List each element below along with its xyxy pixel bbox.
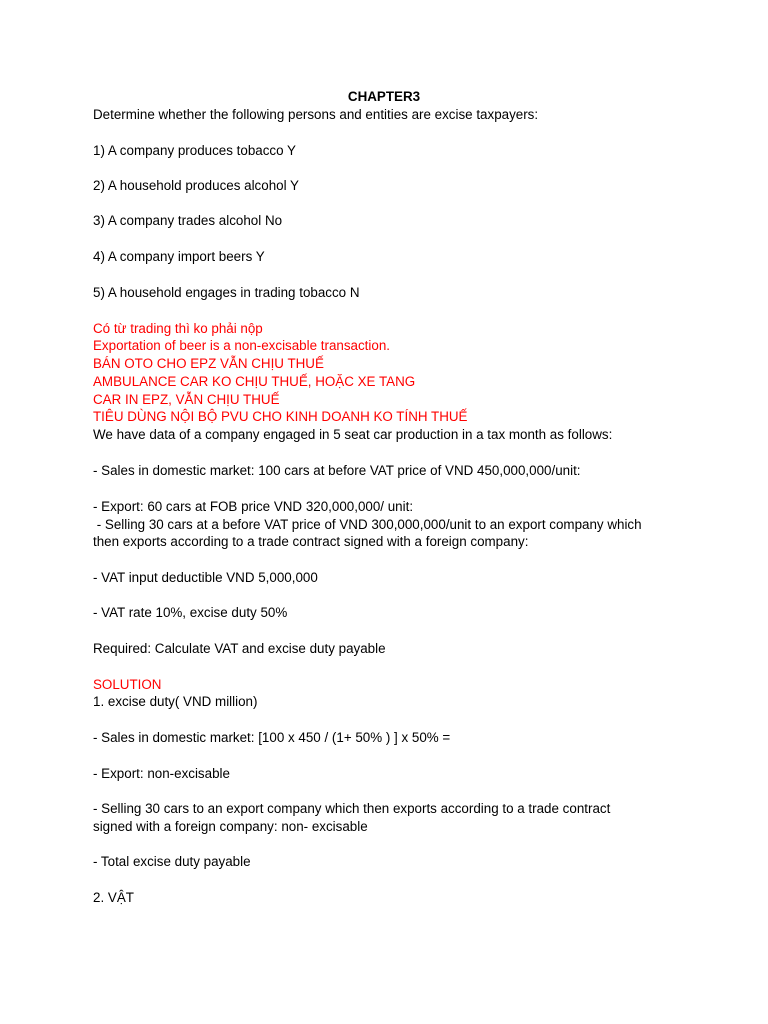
question1-item: 1) A company produces tobacco Y bbox=[93, 143, 296, 158]
question2-export: - Export: 60 cars at FOB price VND 320,000,000/ unit: bbox=[93, 499, 414, 514]
note-line: Exportation of beer is a non-excisable transaction. bbox=[93, 338, 390, 353]
question1-prompt: Determine whether the following persons and entities are excise taxpayers: bbox=[93, 107, 539, 122]
question1-item: 5) A household engages in trading tobacco N bbox=[93, 285, 360, 300]
question1-item: 3) A company trades alcohol No bbox=[93, 213, 283, 228]
question1-item: 4) A company import beers Y bbox=[93, 249, 265, 264]
question2-required: Required: Calculate VAT and excise duty payable bbox=[93, 641, 386, 656]
solution-export: - Export: non-excisable bbox=[93, 766, 230, 781]
solution-excise-heading: 1. excise duty( VND million) bbox=[93, 694, 258, 709]
question2-intro: We have data of a company engaged in 5 seat car production in a tax month as follows: bbox=[93, 427, 613, 442]
note-line: CAR IN EPZ, VẪN CHỊU THUẾ bbox=[93, 392, 280, 407]
question2-rates: - VAT rate 10%, excise duty 50% bbox=[93, 605, 288, 620]
solution-domestic: - Sales in domestic market: [100 x 450 / (1+ 50% ) ] x 50% = bbox=[93, 730, 451, 745]
solution-selling: - Selling 30 cars to an export company which then exports according to a trade contract bbox=[93, 801, 611, 816]
chapter-title: CHAPTER3 bbox=[347, 89, 421, 104]
note-line: Có từ trading thì ko phải nộp bbox=[93, 321, 263, 336]
solution-heading: SOLUTION bbox=[93, 677, 162, 692]
question2-vat-input: - VAT input deductible VND 5,000,000 bbox=[93, 570, 318, 585]
question2-selling: - Selling 30 cars at a before VAT price of VND 300,000,000/unit to an export company which bbox=[93, 517, 642, 532]
question2-domestic: - Sales in domestic market: 100 cars at before VAT price of VND 450,000,000/unit: bbox=[93, 463, 581, 478]
note-line: TIÊU DÙNG NỘI BỘ PVU CHO KINH DOANH KO TÍNH THUẾ bbox=[93, 409, 468, 424]
note-line: AMBULANCE CAR KO CHỊU THUẾ, HOẶC XE TANG bbox=[93, 374, 416, 389]
note-line: BÁN OTO CHO EPZ VẪN CHỊU THUẾ bbox=[93, 356, 324, 371]
question1-item: 2) A household produces alcohol Y bbox=[93, 178, 299, 193]
solution-total: - Total excise duty payable bbox=[93, 854, 251, 869]
solution-vat-heading: 2. VẬT bbox=[93, 890, 134, 905]
solution-selling-cont: signed with a foreign company: non- excisable bbox=[93, 819, 368, 834]
question2-selling-cont: then exports according to a trade contract signed with a foreign company: bbox=[93, 534, 529, 549]
